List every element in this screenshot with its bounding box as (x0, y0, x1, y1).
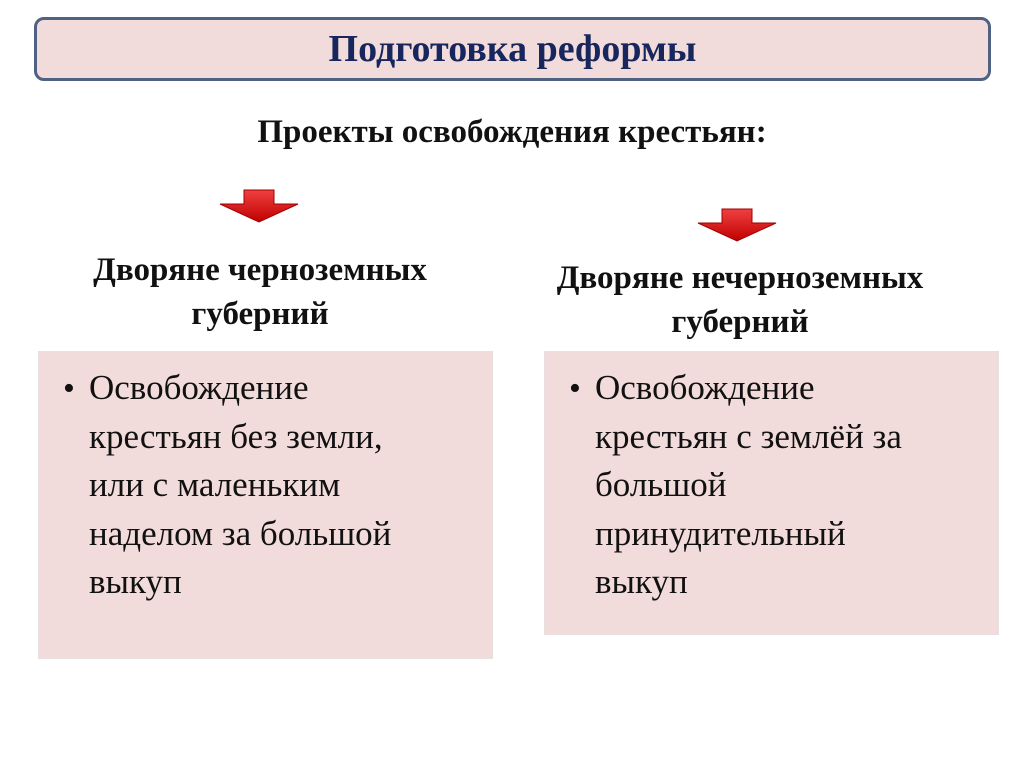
bullet-icon: • (569, 370, 581, 407)
title-box (34, 17, 991, 81)
text-line: выкуп (595, 562, 688, 601)
content-box-chernozem (38, 351, 493, 659)
down-arrow-icon (218, 188, 300, 224)
text-line: принудительный (595, 513, 846, 553)
bullet-icon: • (63, 370, 75, 407)
text-line: крестьян без земли, (89, 416, 383, 456)
text-line: или с маленьким (89, 465, 341, 504)
bullet-text (595, 364, 902, 607)
column-heading-chernozem (30, 248, 490, 336)
heading-line: губерний (671, 304, 809, 340)
content-box-nechernozem (544, 351, 999, 635)
text-line: Освобождение (595, 368, 815, 407)
slide-title: Подготовка реформы (328, 28, 697, 70)
text-line: большой (595, 465, 727, 504)
heading-line: губерний (191, 296, 329, 332)
text-line: наделом за большой (89, 513, 392, 553)
text-line: Освобождение (89, 368, 309, 407)
text-line: крестьян с землёй за (595, 416, 902, 456)
slide-subtitle: Проекты освобождения крестьян: (257, 114, 767, 150)
column-heading-nechernozem (505, 256, 975, 344)
heading-line: Дворяне черноземных (93, 252, 427, 288)
text-line: выкуп (89, 562, 182, 601)
bullet-text (89, 364, 391, 607)
down-arrow-icon (696, 207, 778, 243)
heading-line: Дворяне нечерноземных (556, 260, 924, 296)
